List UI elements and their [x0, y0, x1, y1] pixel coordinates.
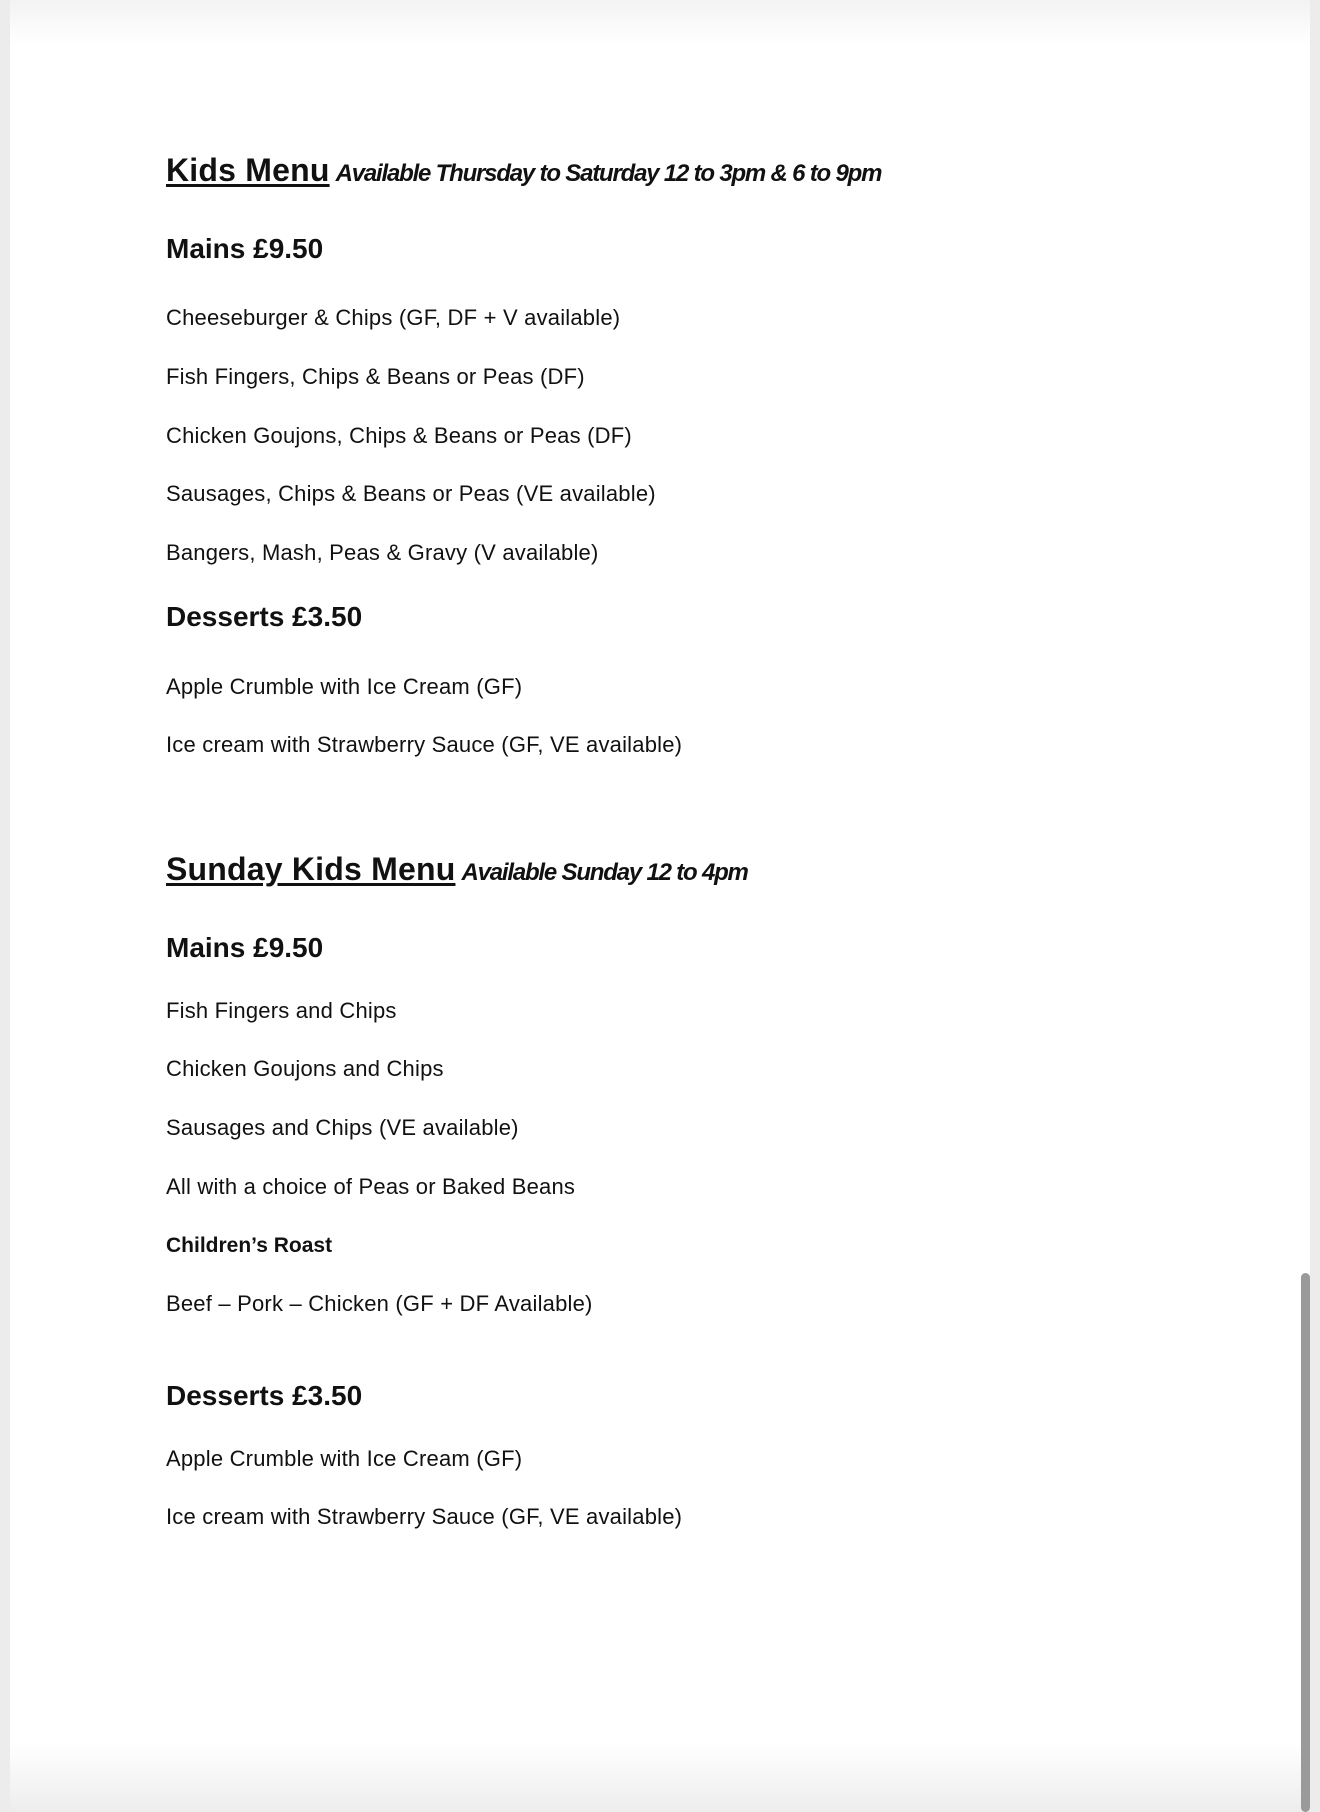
- page-bottom-shadow: [10, 1742, 1310, 1812]
- kids-menu-title: Kids Menu: [166, 152, 330, 188]
- kids-desserts-heading: Desserts £3.50: [166, 601, 363, 632]
- page-top-shadow: [10, 0, 1310, 45]
- kids-mains-heading: Mains £9.50: [166, 233, 324, 264]
- sunday-menu-title: Sunday Kids Menu: [166, 851, 456, 887]
- childrens-roast-item: Beef – Pork – Chicken (GF + DF Available): [166, 1291, 593, 1316]
- sunday-dessert-item: Ice cream with Strawberry Sauce (GF, VE available): [166, 1504, 683, 1529]
- vertical-scrollbar-thumb[interactable]: [1301, 1273, 1310, 1812]
- sunday-main-item: Sausages and Chips (VE available): [166, 1115, 519, 1140]
- page-edge-right: [1310, 0, 1320, 1812]
- sunday-dessert-item: Apple Crumble with Ice Cream (GF): [166, 1446, 523, 1471]
- kids-main-item: Sausages, Chips & Beans or Peas (VE available): [166, 481, 656, 506]
- sunday-main-item: Fish Fingers and Chips: [166, 998, 397, 1023]
- kids-menu-availability: Available Thursday to Saturday 12 to 3pm & 6 to 9pm: [335, 160, 882, 187]
- sunday-desserts-heading: Desserts £3.50: [166, 1380, 363, 1411]
- sunday-menu-availability: Available Sunday 12 to 4pm: [461, 859, 748, 886]
- sunday-main-item: All with a choice of Peas or Baked Beans: [166, 1174, 576, 1199]
- sunday-main-item: Chicken Goujons and Chips: [166, 1056, 444, 1081]
- kids-main-item: Chicken Goujons, Chips & Beans or Peas (DF): [166, 423, 632, 448]
- kids-menu-title-line: [166, 154, 881, 186]
- kids-main-item: Fish Fingers, Chips & Beans or Peas (DF): [166, 364, 585, 389]
- sunday-mains-heading: Mains £9.50: [166, 932, 324, 963]
- childrens-roast-heading: Children’s Roast: [166, 1234, 333, 1257]
- kids-dessert-item: Apple Crumble with Ice Cream (GF): [166, 674, 523, 699]
- kids-main-item: Bangers, Mash, Peas & Gravy (V available): [166, 540, 599, 565]
- kids-main-item: Cheeseburger & Chips (GF, DF + V available): [166, 305, 621, 330]
- kids-dessert-item: Ice cream with Strawberry Sauce (GF, VE available): [166, 732, 683, 757]
- sunday-menu-title-line: [166, 853, 748, 885]
- page-edge-left: [0, 0, 10, 1812]
